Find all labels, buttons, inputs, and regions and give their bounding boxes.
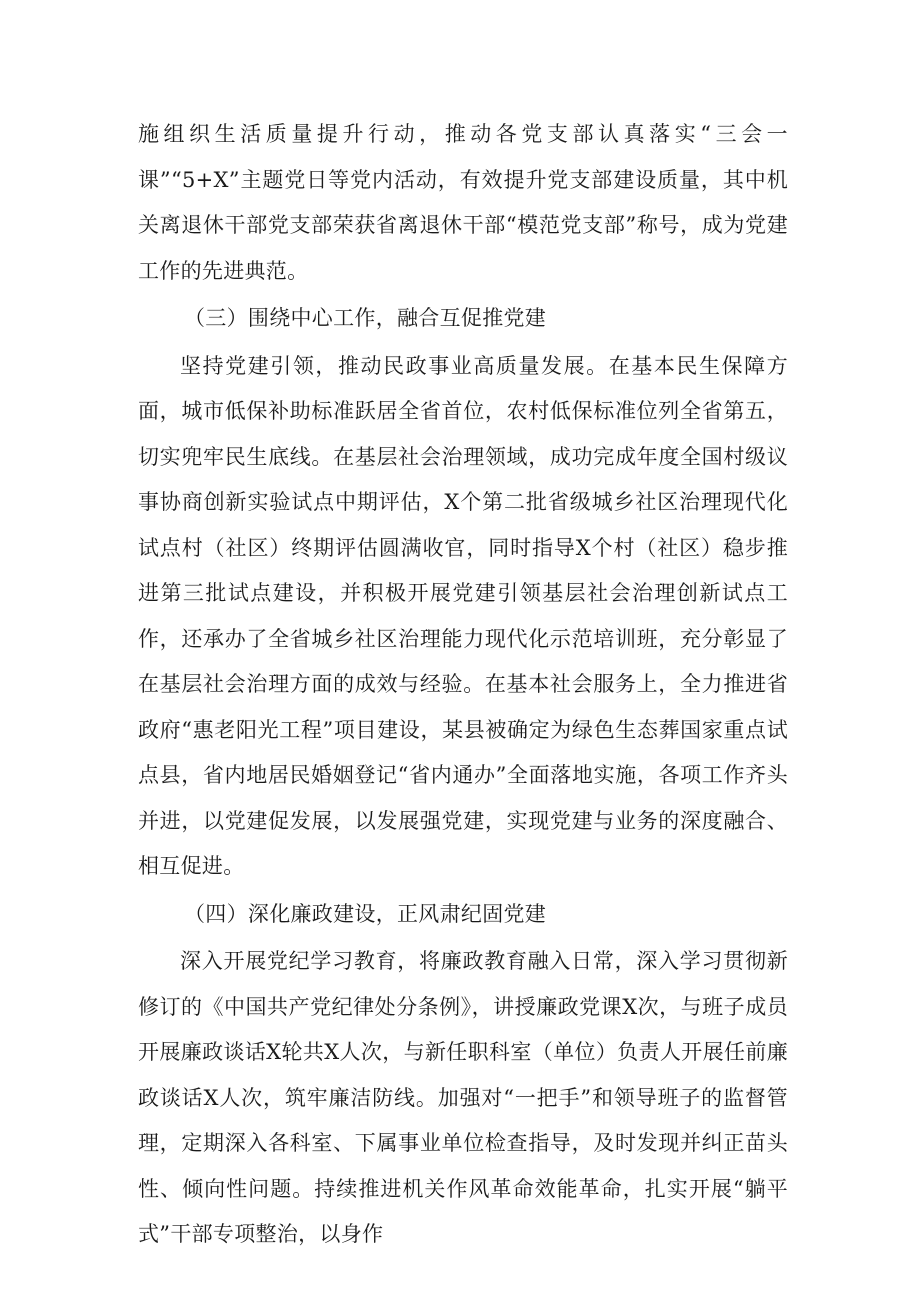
paragraph-body-4: 深入开展党纪学习教育，将廉政教育融入日常，深入学习贯彻新修订的《中国共产党纪律处分条例》，讲授廉政党课X次，与班子成员开展廉政谈话X轮共X人次，与新任职科室（单位）负责人开展任前廉政谈话X人次，筑牢廉洁防线。加强对“一把手”和领导班子的监督管理，定期深入各科室、下属事业单位检查指导，及时发现并纠正苗头性、倾向性问题。持续推进机关作风革命效能革命，扎实开展“躺平式”干部专项整治，以身作 <box>138 949 788 1246</box>
paragraph-body-3: 坚持党建引领，推动民政事业高质量发展。在基本民生保障方面，城市低保补助标准跃居全省首位，农村低保标准位列全省第五，切实兜牢民生底线。在基层社会治理领域，成功完成年度全国村级议事协商创新实验试点中期评估，X个第二批省级城乡社区治理现代化试点村（社区）终期评估圆满收官，同时指导X个村（社区）稳步推进第三批试点建设，并积极开展党建引领基层社会治理创新试点工作，还承办了全省城乡社区治理能力现代化示范培训班，充分彰显了在基层社会治理方面的成效与经验。在基本社会服务上，全力推进省政府“惠老阳光工程”项目建设，某县被确定为绿色生态葬国家重点试点县，省内地居民婚姻登记“省内通办”全面落地实施，各项工作齐头并进，以党建促发展，以发展强党建，实现党建与业务的深度融合、相互促进。 <box>138 353 788 878</box>
paragraph-continuation: 施组织生活质量提升行动，推动各党支部认真落实“三会一课”“5+X”主题党日等党内活动，有效提升党支部建设质量，其中机关离退休干部党支部荣获省离退休干部“模范党支部”称号，成为党建工作的先进典范。 <box>138 122 788 283</box>
document-page <box>138 112 788 1258</box>
section-heading-4: （四）深化廉政建设，正风肃纪固党建 <box>184 901 547 926</box>
section-heading-3: （三）围绕中心工作，融合互促推党建 <box>184 306 547 330</box>
